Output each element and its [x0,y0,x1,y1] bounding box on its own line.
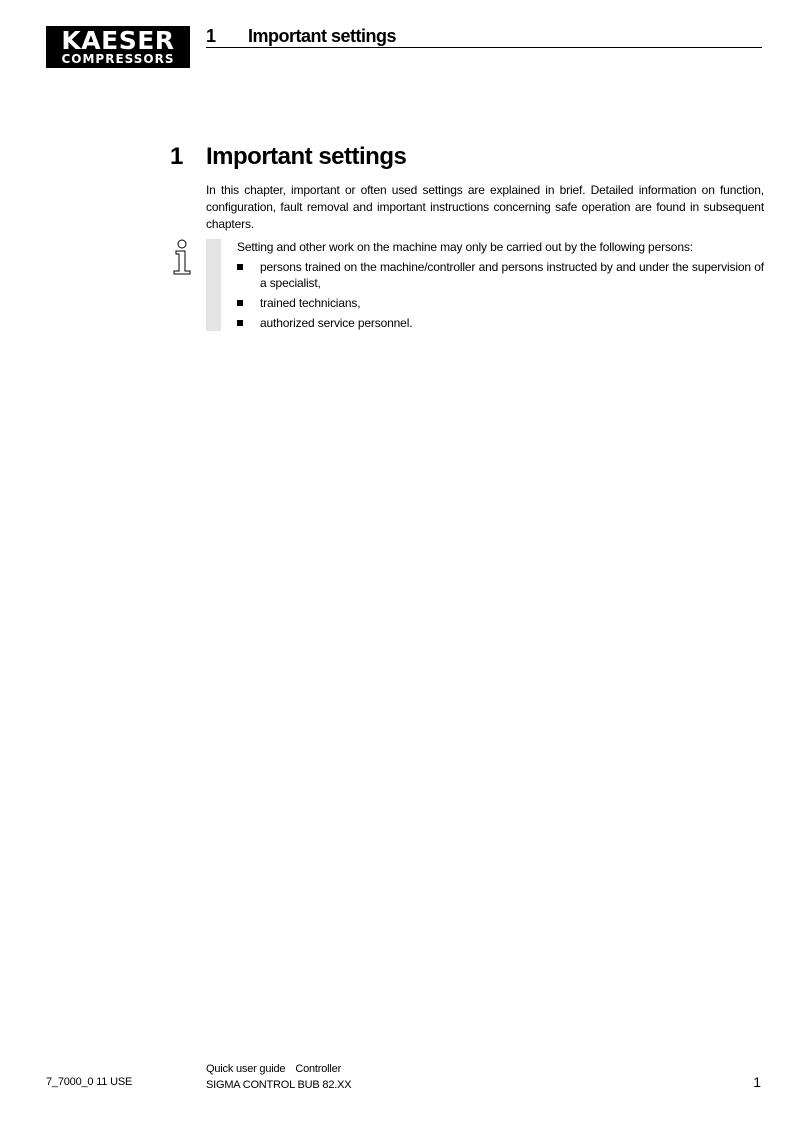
bullet-square-icon [237,264,243,270]
intro-paragraph: In this chapter, important or often used settings are explained in brief. Detailed information on function, configuration, fault removal and important instructions concerning safe operation are found in subsequent chapters. [206,183,764,231]
footer-doc-title [206,1061,351,1093]
list-item [237,259,764,291]
footer-guide-label: Quick user guide [206,1063,286,1075]
list-item-text: trained technicians, [260,296,361,310]
note-text: Setting and other work on the machine may only be carried out by the following persons: [237,240,693,254]
section-number: 1 [170,143,183,170]
running-header [206,26,762,48]
section-title: Important settings [206,143,407,170]
bullet-square-icon [237,300,243,306]
logo-brand: KAESER [61,26,175,55]
list-item [237,295,764,311]
note-list [237,259,764,335]
note-bar [206,239,221,331]
info-icon [170,239,194,275]
list-item-text: persons trained on the machine/controller and persons instructed by and under the supervision of a specialist, [260,260,764,290]
page-number: 1 [753,1074,761,1090]
footer-product-label: SIGMA CONTROL BUB 82.XX [206,1079,352,1091]
footer-controller-label: Controller [295,1063,342,1075]
header-chapter-title: Important settings [248,26,397,46]
bullet-square-icon [237,320,243,326]
logo-subtitle: COMPRESSORS [61,52,175,66]
header-chapter-number: 1 [206,26,216,46]
footer-doc-code: 7_7000_0 11 USE [46,1076,133,1088]
brand-logo [46,26,190,68]
list-item [237,315,764,331]
list-item-text: authorized service personnel. [260,316,413,330]
